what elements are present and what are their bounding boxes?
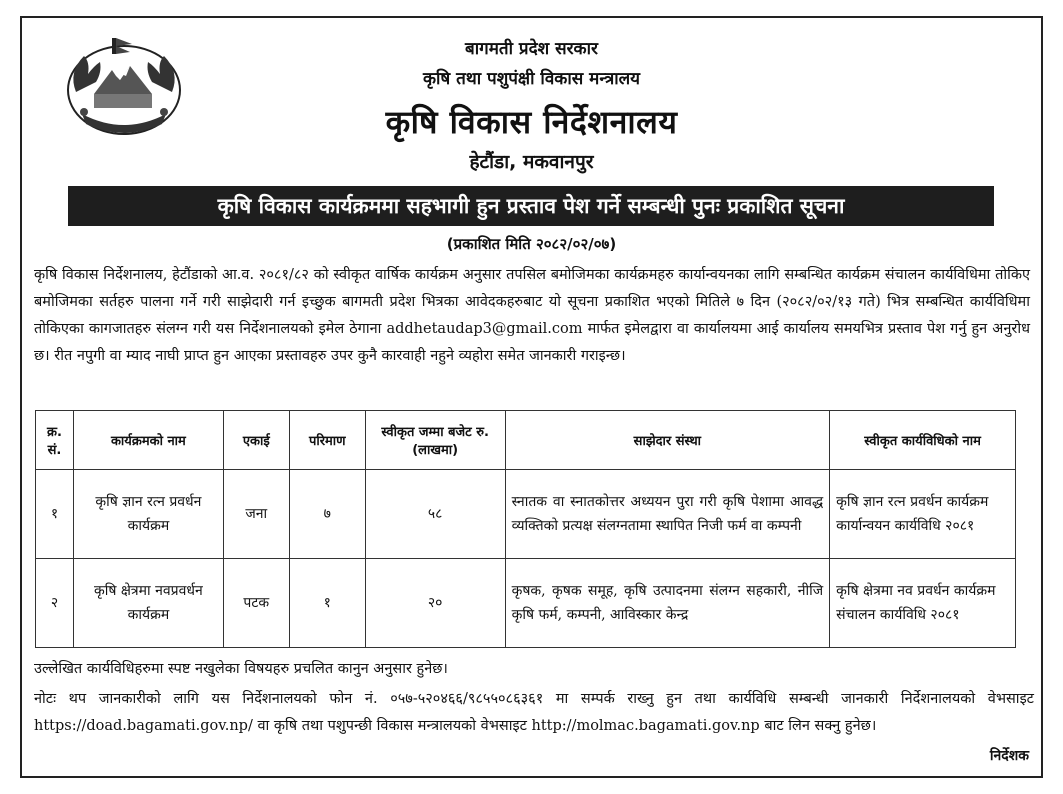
cell-budget: २० — [365, 559, 505, 648]
header-ministry: कृषि तथा पशुपंक्षी विकास मन्त्रालय — [422, 69, 641, 89]
program-table — [35, 410, 1016, 648]
cell-partner: स्नातक वा स्नातकोत्तर अध्ययन पुरा गरी कृषि पेशामा आवद्ध व्यक्तिको प्रत्यक्ष संलग्नतामा स्थापित निजी फर्म वा कम्पनी — [505, 470, 830, 559]
cell-program-name: कृषि क्षेत्रमा नवप्रवर्धन कार्यक्रम — [73, 559, 223, 648]
cell-partner: कृषक, कृषक समूह, कृषि उत्पादनमा संलग्न सहकारी, नीजि कृषि फर्म, कम्पनी, आविस्कार केन्द्र — [505, 559, 830, 648]
table-row — [36, 470, 1016, 559]
header-partner: साझेदार संस्था — [505, 411, 830, 470]
notice-title-banner: कृषि विकास कार्यक्रममा सहभागी हुन प्रस्ताव पेश गर्ने सम्बन्धी पुनः प्रकाशित सूचना — [68, 186, 994, 226]
header-quantity: परिमाण — [289, 411, 365, 470]
cell-quantity: १ — [289, 559, 365, 648]
footer-contact-note: नोटः थप जानकारीको लागि यस निर्देशनालयको फोन नं. ०५७-५२०४६६/९८५५०८६३६१ मा सम्पर्क राख्नु हुन तथा कार्यविधि सम्बन्धी जानकारी निर्देशनालयको वेभसाइट https://doad.bagamati.gov.np/ वा कृषि तथा पशुपन्छी विकास मन्त्रालयको वेभसाइट http://molmac.bagamati.gov.np बाट लिन सक्नु हुनेछ। — [34, 691, 1034, 734]
table-header-row — [36, 411, 1016, 470]
cell-unit: पटक — [223, 559, 289, 648]
cell-procedure: कृषि ज्ञान रत्न प्रवर्धन कार्यक्रम कार्यान्वयन कार्यविधि २०८१ — [830, 470, 1016, 559]
header-procedure: स्वीकृत कार्यविधिको नाम — [830, 411, 1016, 470]
header-program-name: कार्यक्रमको नाम — [73, 411, 223, 470]
cell-procedure: कृषि क्षेत्रमा नव प्रवर्धन कार्यक्रम संचालन कार्यविधि २०८१ — [830, 559, 1016, 648]
cell-unit: जना — [223, 470, 289, 559]
header-unit: एकाई — [223, 411, 289, 470]
footer-law-note: उल्लेखित कार्यविधिहरुमा स्पष्ट नखुलेका विषयहरु प्रचलित कानुन अनुसार हुनेछ। — [34, 661, 448, 677]
header-province: बागमती प्रदेश सरकार — [465, 39, 598, 59]
cell-sn: १ — [36, 470, 74, 559]
cell-program-name: कृषि ज्ञान रत्न प्रवर्धन कार्यक्रम — [73, 470, 223, 559]
table-row — [36, 559, 1016, 648]
header-location: हेटौंडा, मकवानपुर — [469, 151, 594, 173]
publication-date: (प्रकाशित मिति २०८२/०२/०७) — [446, 235, 617, 253]
cell-budget: ५८ — [365, 470, 505, 559]
header-sn: क्र. सं. — [36, 411, 74, 470]
notice-body: कृषि विकास निर्देशनालय, हेटौंडाको आ.व. २०८१/८२ को स्वीकृत वार्षिक कार्यक्रम अनुसार तपसिल बमोजिमका कार्यक्रमहरु कार्यान्वयनका लागि सम्बन्धित कार्यक्रम संचालन कार्यविधिमा तोकिए बमोजिमका सर्तहरु पालना गर्ने गरी साझेदारी गर्न इच्छुक बागमती प्रदेश भित्रका आवेदकहरुबाट यो सूचना प्रकाशित भएको मितिले ७ दिन (२०८२/०२/१३ गते) भित्र सम्बन्धित कार्यविधिमा तोकिएका कागजातहरु संलग्न गरी यस निर्देशनालयको इमेल ठेगाना addhetaudap3@gmail.com मार्फत इमेलद्वारा वा कार्यालयमा आई कार्यालय समयभित्र प्रस्ताव पेश गर्नु हुन अनुरोध छ। रीत नपुगी वा म्याद नाघी प्राप्त हुन आएका प्रस्तावहरु उपर कुनै कारवाही नहुने व्यहोरा समेत जानकारी गराइन्छ। — [34, 267, 1030, 364]
header-budget: स्वीकृत जम्मा बजेट रु.(लाखमा) — [365, 411, 505, 470]
signature: निर्देशक — [989, 748, 1029, 764]
header-directorate: कृषि विकास निर्देशनालय — [385, 103, 678, 141]
cell-quantity: ७ — [289, 470, 365, 559]
cell-sn: २ — [36, 559, 74, 648]
